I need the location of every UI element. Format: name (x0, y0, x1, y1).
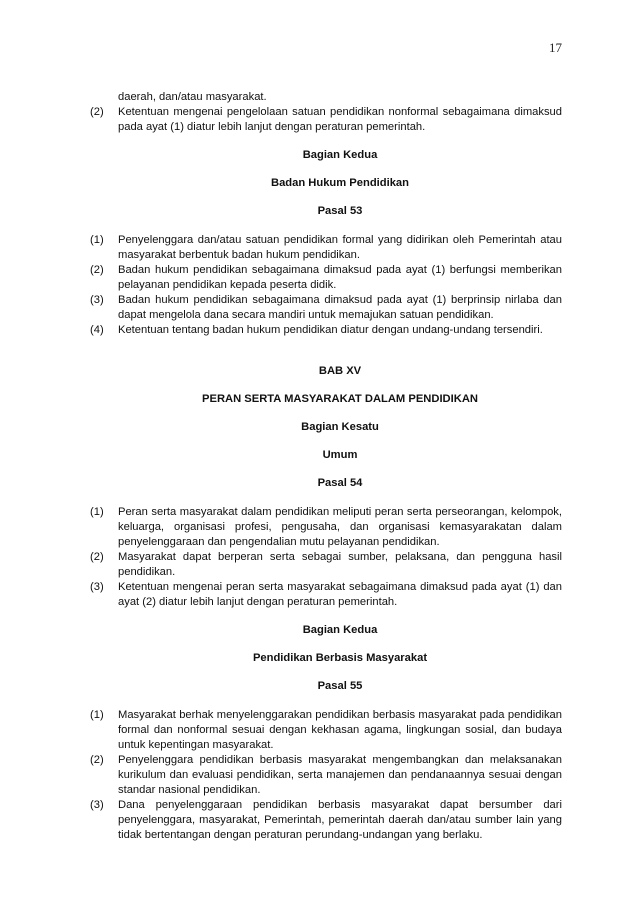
paragraph-number: (2) (90, 106, 104, 118)
paragraph-number: (4) (90, 324, 104, 336)
paragraph (90, 798, 562, 843)
paragraph-text: Dana penyelenggaraan pendidikan berbasis masyarakat dapat bersumber dari penyelenggara, masyarakat, Pemerintah, pemerintah daerah dan/atau sumber lain yang tidak bertentangan dengan peraturan perundang-undangan yang berlaku. (118, 799, 562, 841)
article-heading: Pasal 54 (317, 477, 363, 489)
section-title: Badan Hukum Pendidikan (270, 177, 409, 189)
paragraph (90, 505, 562, 550)
paragraph-number: (3) (90, 799, 104, 811)
paragraph (90, 753, 562, 798)
paragraph (90, 233, 562, 263)
paragraph-number: (1) (90, 506, 104, 518)
paragraph (90, 323, 562, 338)
paragraph (90, 550, 562, 580)
chapter-label: BAB XV (318, 365, 362, 377)
paragraph (90, 105, 562, 135)
page-number: 17 (549, 40, 562, 55)
paragraph-text: Ketentuan tentang badan hukum pendidikan diatur dengan undang-undang tersendiri. (118, 324, 543, 336)
paragraph-number: (3) (90, 294, 104, 306)
article-heading: Pasal 53 (317, 205, 363, 217)
section-heading: Bagian Kedua (302, 149, 378, 161)
paragraph-number: (3) (90, 581, 104, 593)
paragraph-number: (2) (90, 264, 104, 276)
paragraph-text: Badan hukum pendidikan sebagaimana dimaksud pada ayat (1) berprinsip nirlaba dan dapat mengelola dana secara mandiri untuk memajukan satuan pendidikan. (118, 294, 562, 321)
article-heading: Pasal 55 (317, 680, 363, 692)
chapter-title: PERAN SERTA MASYARAKAT DALAM PENDIDIKAN (202, 393, 478, 405)
paragraph (90, 293, 562, 323)
paragraph-number: (1) (90, 709, 104, 721)
document-body (90, 90, 562, 843)
paragraph-number: (2) (90, 551, 104, 563)
paragraph (90, 708, 562, 753)
section-title: Umum (322, 449, 358, 461)
continuation-text: daerah, dan/atau masyarakat. (118, 91, 267, 103)
paragraph (90, 263, 562, 293)
paragraph-text: Masyarakat dapat berperan serta sebagai sumber, pelaksana, dan pengguna hasil pendidikan. (118, 551, 562, 578)
paragraph-text: Penyelenggara dan/atau satuan pendidikan formal yang didirikan oleh Pemerintah atau masyarakat berbentuk badan hukum pendidikan. (118, 234, 562, 261)
section-heading: Bagian Kesatu (301, 421, 379, 433)
paragraph-number: (2) (90, 754, 104, 766)
section-title: Pendidikan Berbasis Masyarakat (252, 652, 428, 664)
paragraph-text: Ketentuan mengenai pengelolaan satuan pendidikan nonformal sebagaimana dimaksud pada ayat (1) diatur lebih lanjut dengan peraturan pemerintah. (118, 106, 562, 133)
paragraph-text: Masyarakat berhak menyelenggarakan pendidikan berbasis masyarakat pada pendidikan formal dan nonformal sesuai dengan kekhasan agama, lingkungan sosial, dan budaya untuk kepentingan masyarakat. (118, 709, 562, 751)
paragraph-text: Peran serta masyarakat dalam pendidikan meliputi peran serta perseorangan, kelompok, keluarga, organisasi profesi, pengusaha, dan organisasi kemasyarakatan dalam penyelenggaraan dan pengendalian mutu pelayanan pendidikan. (118, 506, 562, 548)
paragraph-text: Ketentuan mengenai peran serta masyarakat sebagaimana dimaksud pada ayat (1) dan ayat (2) diatur lebih lanjut dengan peraturan pemerintah. (118, 581, 562, 608)
paragraph (90, 580, 562, 610)
paragraph-number: (1) (90, 234, 104, 246)
section-heading: Bagian Kedua (302, 624, 378, 636)
paragraph-text: Penyelenggara pendidikan berbasis masyarakat mengembangkan dan melaksanakan kurikulum dan evaluasi pendidikan, serta manajemen dan pendanaannya sesuai dengan standar nasional pendidikan. (118, 754, 562, 796)
paragraph-text: Badan hukum pendidikan sebagaimana dimaksud pada ayat (1) berfungsi memberikan pelayanan pendidikan kepada peserta didik. (118, 264, 562, 291)
